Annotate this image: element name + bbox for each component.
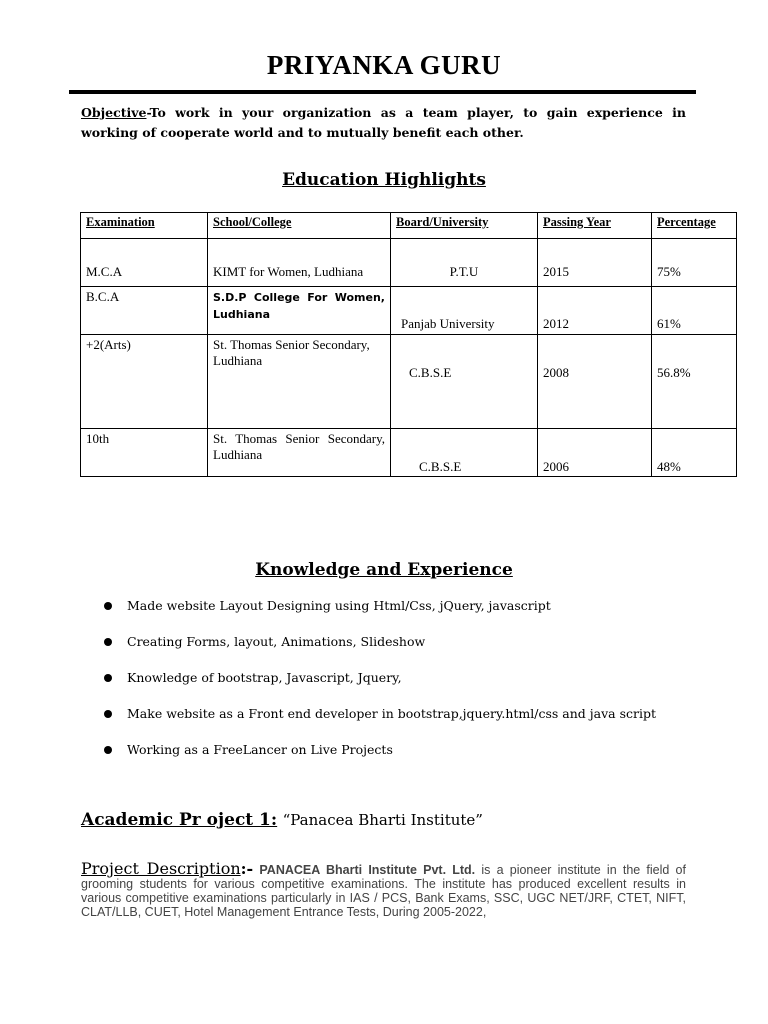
list-item: [104, 598, 656, 634]
table-cell: 75%: [652, 239, 737, 287]
column-header: Board/University: [391, 213, 538, 239]
table-cell: 10th: [81, 429, 208, 477]
table-cell: P.T.U: [391, 239, 538, 287]
knowledge-list: [104, 598, 656, 778]
table-cell: 56.8%: [652, 335, 737, 429]
table-row: [81, 239, 737, 287]
list-item-text: Knowledge of bootstrap, Javascript, Jquery,: [127, 670, 402, 685]
table-cell: +2(Arts): [81, 335, 208, 429]
list-item: [104, 634, 656, 670]
table-row: [81, 429, 737, 477]
description-label: Project Description: [81, 859, 241, 878]
description-separator: :-: [240, 859, 254, 878]
education-table: [80, 212, 737, 477]
list-item: [104, 670, 656, 706]
project-title: [81, 810, 483, 830]
bullet-icon: [104, 746, 112, 754]
table-cell: St. Thomas Senior Secondary, Ludhiana: [208, 335, 391, 429]
list-item-text: Working as a FreeLancer on Live Projects: [127, 742, 393, 757]
objective-text: -To work in your organization as a team player, to gain experience in working of cooperate world and to mutually benefit each other.: [81, 105, 686, 140]
table-cell: 61%: [652, 287, 737, 335]
objective-label: Objective: [81, 105, 147, 120]
bullet-icon: [104, 674, 112, 682]
project-label: Academic Pr oject 1:: [81, 810, 278, 830]
list-item-text: Creating Forms, layout, Animations, Slideshow: [127, 634, 426, 649]
list-item: [104, 742, 656, 778]
table-cell: S.D.P College For Women, Ludhiana: [208, 287, 391, 335]
column-header: School/College: [208, 213, 391, 239]
bullet-icon: [104, 710, 112, 718]
description-text: is a pioneer institute in the field of grooming students for various competitive examinations. The institute has produced excellent results in various competitive examinations particularly in IAS / PCS, Bank Exams, SSC, UGC NET/JRF, CTET, NIFT, CLAT/LLB, CUET, Hotel Management Entrance Tests, During 2005-2022,: [81, 863, 686, 919]
list-item-text: Make website as a Front end developer in bootstrap,jquery.html/css and java script: [127, 706, 657, 721]
table-cell: St. Thomas Senior Secondary, Ludhiana: [208, 429, 391, 477]
table-cell: C.B.S.E: [391, 335, 538, 429]
table-cell: 2015: [538, 239, 652, 287]
table-cell: 2008: [538, 335, 652, 429]
table-cell: KIMT for Women, Ludhiana: [208, 239, 391, 287]
list-item: [104, 706, 656, 742]
project-name: “Panacea Bharti Institute”: [282, 811, 483, 829]
table-cell: 2006: [538, 429, 652, 477]
knowledge-heading: Knowledge and Experience: [255, 560, 513, 580]
table-cell: C.B.S.E: [391, 429, 538, 477]
table-row: [81, 335, 737, 429]
table-cell: B.C.A: [81, 287, 208, 335]
objective-paragraph: [81, 103, 686, 143]
project-description: [81, 859, 686, 919]
bullet-icon: [104, 638, 112, 646]
column-header: Examination: [81, 213, 208, 239]
title-divider: [69, 90, 696, 94]
column-header: Passing Year: [538, 213, 652, 239]
table-header-row: [81, 213, 737, 239]
table-cell: M.C.A: [81, 239, 208, 287]
education-heading: Education Highlights: [282, 170, 486, 190]
table-cell: 48%: [652, 429, 737, 477]
list-item-text: Made website Layout Designing using Html/Css, jQuery, javascript: [127, 598, 551, 613]
resume-name: PRIYANKA GURU: [266, 50, 502, 80]
table-cell: 2012: [538, 287, 652, 335]
table-row: [81, 287, 737, 335]
column-header: Percentage: [652, 213, 737, 239]
table-cell: Panjab University: [391, 287, 538, 335]
company-name: PANACEA Bharti Institute Pvt. Ltd.: [259, 863, 476, 877]
bullet-icon: [104, 602, 112, 610]
